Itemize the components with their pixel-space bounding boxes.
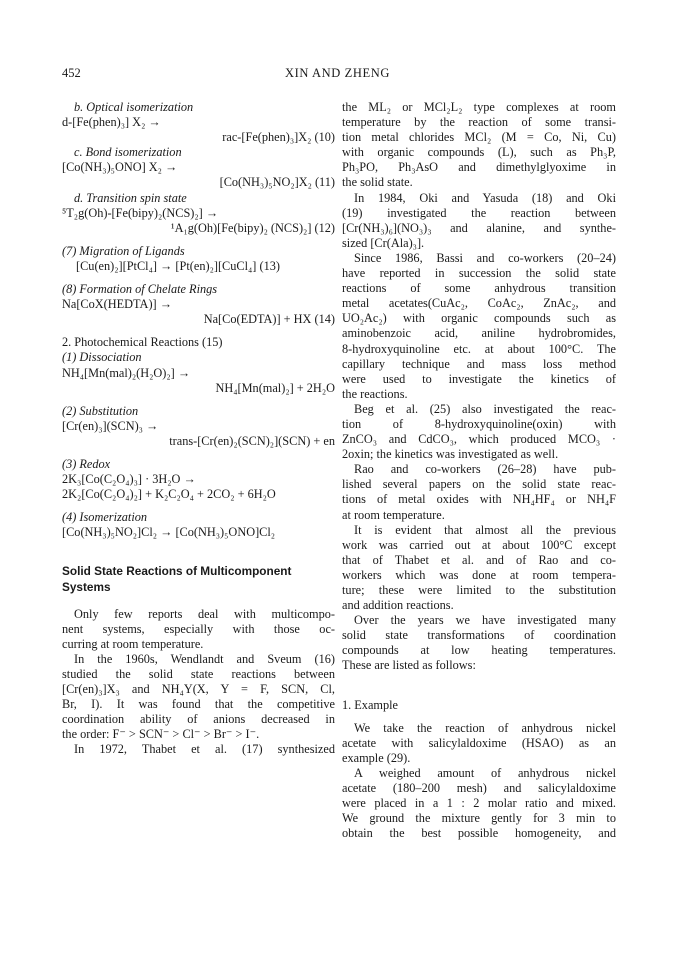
text-line: 2K₂[Co(C₂O₄)₂] + K₂C₂O₄ + 2CO₂ + 6H₂O: [62, 487, 276, 502]
text-line: [342, 713, 616, 721]
text-line: capillary technique and mass loss method: [342, 356, 616, 371]
text-line: [62, 595, 335, 607]
text-line: Br, I). It was found that the competitive: [62, 697, 335, 712]
text-line: [Cu(en)₂][PtCl₄] → [Pt(en)₂][CuCl₄] (13): [76, 258, 280, 273]
text-line: (1) Dissociation: [62, 350, 142, 365]
section-heading: Solid State Reactions of Multicomponent: [62, 564, 292, 579]
text-line: A weighed amount of anhydrous nickel: [354, 765, 616, 780]
text-line: [62, 396, 335, 404]
text-line: ture; these were limited to the substitution: [342, 583, 616, 597]
text-line: [62, 540, 335, 552]
text-line: [62, 449, 335, 457]
text-line: 1. Example: [342, 697, 399, 712]
text-line: aminobenzoic acid, aniline hydrobromides,: [342, 326, 616, 341]
text-line: Beg et al. (25) also investigated the reac-: [354, 401, 616, 416]
page-header: [62, 66, 613, 84]
text-line: [62, 236, 335, 244]
text-line: Rao and co-workers (26–28) have pub-: [354, 462, 616, 477]
text-line: the ML₂ or MCl₂L₂ type complexes at room: [342, 100, 616, 114]
text-line: compounds at low heating temperatures.: [342, 643, 616, 658]
running-head: XIN AND ZHENG: [284, 66, 390, 80]
text-line: In the 1960s, Wendlandt and Sveum (16): [74, 651, 335, 666]
text-line: were used to investigate the kinetics of: [342, 371, 616, 386]
text-line: reactions of some anhydrous transition: [342, 281, 616, 296]
text-line: the solid state.: [342, 175, 413, 190]
text-line: These are listed as follows:: [342, 658, 476, 673]
text-line: trans-[Cr(en)₂(SCN)₂](SCN) + en: [169, 433, 335, 448]
text-line: solid state transformations of coordination: [342, 628, 616, 643]
text-line: acetate (180–200 mesh) and salicylaldoxime: [342, 781, 616, 796]
text-line: ZnCO₃ and CdCO₃, which produced MCO₃ ·: [342, 432, 616, 447]
text-line: rac-[Fe(phen)₃]X₂ (10): [222, 130, 335, 145]
text-line: [342, 686, 616, 698]
text-line: [Co(NH₃)₅NO₂]Cl₂ → [Co(NH₃)₅ONO]Cl₂: [62, 525, 276, 540]
text-line: [Co(NH₃)₅NO₂]X₂ (11): [219, 175, 335, 190]
text-line: have reported in succession the solid state: [342, 266, 616, 281]
text-line: work was carried out at about 100°C except: [342, 537, 616, 552]
text-line: (4) Isomerization: [62, 510, 148, 525]
text-line: the order: F⁻ > SCN⁻ > Cl⁻ > Br⁻ > I⁻.: [62, 727, 260, 742]
text-line: [62, 502, 335, 510]
text-line: [Co(NH₃)₅ONO] X₂ →: [62, 160, 178, 175]
text-line: NH₄[Mn(mal)₂(H₂O)₂] →: [62, 365, 191, 380]
text-line: It is evident that almost all the previous: [354, 522, 616, 537]
text-line: We take the reaction of anhydrous nickel: [354, 720, 616, 735]
section-heading: Systems: [62, 579, 111, 594]
text-line: and addition reactions.: [342, 598, 454, 613]
text-line: nent systems, especially with those oc-: [62, 621, 335, 636]
text-line: coordination ability of anions decreased in: [62, 712, 335, 727]
text-line: UO₂Ac₂) with organic compounds such as: [342, 311, 616, 326]
text-line: (19) investigated the reaction between: [342, 205, 616, 220]
text-line: temperature by the reaction of some transi-: [342, 115, 616, 130]
text-line: ¹A₁g(Oh)[Fe(bipy)₂ (NCS)₂] (12): [170, 220, 335, 235]
text-line: with organic compounds (L), such as Ph₃P,: [342, 145, 616, 160]
text-line: b. Optical isomerization: [74, 100, 194, 114]
text-line: Since 1986, Bassi and co-workers (20–24): [354, 250, 616, 265]
text-line: 2oxin; the kinetics was investigated as well.: [342, 447, 559, 462]
text-line: [62, 327, 335, 335]
text-line: (7) Migration of Ligands: [62, 243, 185, 258]
text-line: (8) Formation of Chelate Rings: [62, 282, 218, 297]
text-line: Only few reports deal with multicompo-: [74, 606, 335, 621]
text-line: Ph₃PO, Ph₃AsO and dimethylglyoxime in: [342, 160, 616, 175]
text-line: (3) Redox: [62, 456, 111, 471]
text-line: Na[Co(EDTA)] + HX (14): [203, 312, 335, 327]
text-line: workers which was done at room tempera-: [342, 567, 616, 582]
text-line: that of Thabet et al. and of Rao and co-: [342, 552, 616, 567]
text-line: [62, 274, 335, 282]
text-line: In 1984, Oki and Yasuda (18) and Oki: [354, 190, 616, 205]
text-line: [342, 674, 616, 686]
text-line: ⁵T₂g(Oh)-[Fe(bipy)₂(NCS)₂] →: [62, 205, 219, 220]
text-line: 2K₃[Co(C₂O₄)₃] · 3H₂O →: [62, 472, 196, 487]
text-line: Na[CoX(HEDTA)] →: [62, 297, 172, 312]
text-line: c. Bond isomerization: [74, 145, 182, 160]
text-line: metal acetates(CuAc₂, CoAc₂, ZnAc₂, and: [342, 296, 616, 311]
right-column: [342, 100, 616, 841]
text-line: tions of metal oxides with NH₄HF₄ or NH₄F: [342, 492, 616, 507]
page-number: 452: [62, 66, 81, 80]
text-line: 8-hydroxyquinoline etc. at about 100°C. The: [342, 341, 616, 356]
text-line: studied the solid state reactions between: [62, 667, 335, 681]
text-line: 2. Photochemical Reactions (15): [62, 335, 223, 350]
text-line: lished several papers on the solid state reac-: [342, 477, 616, 492]
text-line: tion of 8-hydroxyquinoline(oxin) with: [342, 416, 616, 431]
text-line: [Cr(en)₃](SCN)₃ →: [62, 418, 159, 433]
text-line: [Cr(en)₃]X₃ and NH₄Y(X, Y = F, SCN, Cl,: [62, 682, 335, 697]
text-line: acetate with salicylaldoxime (HSAO) as an: [342, 735, 616, 750]
text-line: curring at room temperature.: [62, 636, 204, 651]
text-line: [62, 552, 335, 564]
text-line: NH₄[Mn(mal)₂] + 2H₂O: [215, 380, 335, 395]
left-column: [62, 100, 335, 758]
text-line: (2) Substitution: [62, 403, 139, 418]
text-line: sized [Cr(Ala)₃].: [342, 235, 425, 250]
text-line: [Cr(NH₃)₆](NO₃)₃ and alanine, and synthe-: [342, 220, 616, 235]
text-line: were placed in a 1 : 2 molar ratio and mixed.: [342, 796, 616, 811]
text-line: at room temperature.: [342, 507, 445, 522]
text-line: Over the years we have investigated many: [354, 613, 616, 628]
text-line: d. Transition spin state: [74, 190, 187, 205]
text-line: example (29).: [342, 750, 411, 765]
text-line: obtain the best possible homogeneity, and: [342, 826, 616, 841]
text-line: In 1972, Thabet et al. (17) synthesized: [74, 742, 335, 757]
text-line: We ground the mixture gently for 3 min to: [342, 811, 616, 826]
text-line: tion metal chlorides MCl₂ (M = Co, Ni, Cu): [342, 130, 616, 145]
text-line: d-[Fe(phen)₃] X₂ →: [62, 115, 161, 130]
text-line: the reactions.: [342, 386, 408, 401]
